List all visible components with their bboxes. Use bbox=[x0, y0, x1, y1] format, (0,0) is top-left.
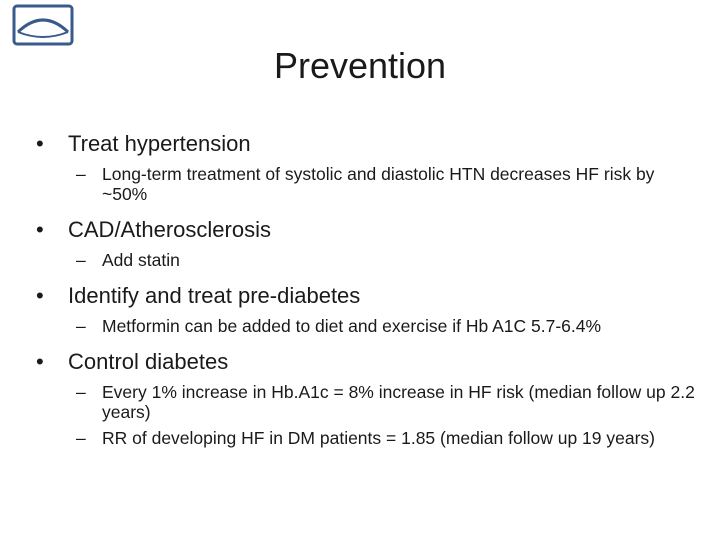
dash-icon: – bbox=[76, 164, 86, 184]
bullet-group bbox=[36, 282, 696, 336]
bullet-text: Control diabetes bbox=[68, 349, 229, 374]
sub-bullet-text: Long-term treatment of systolic and diastolic HTN decreases HF risk by ~50% bbox=[102, 164, 655, 204]
bullet-list bbox=[36, 122, 696, 460]
sub-bullet-text: Metformin can be added to diet and exercise if Hb A1C 5.7-6.4% bbox=[102, 316, 602, 336]
bullet-group bbox=[36, 130, 696, 204]
bullet-text: Identify and treat pre-diabetes bbox=[68, 283, 361, 308]
bullet-item bbox=[36, 130, 696, 158]
bullet-text: CAD/Atherosclerosis bbox=[68, 217, 271, 242]
bullet-icon: • bbox=[36, 217, 44, 242]
dash-icon: – bbox=[76, 316, 86, 336]
dash-icon: – bbox=[76, 428, 86, 448]
logo-icon bbox=[12, 4, 76, 46]
slide-title bbox=[0, 44, 720, 88]
sub-bullet-text: Add statin bbox=[102, 250, 180, 270]
sub-bullet-text: Every 1% increase in Hb.A1c = 8% increase in HF risk (median follow up 2.2 years) bbox=[102, 382, 695, 422]
bullet-group bbox=[36, 348, 696, 448]
sub-bullet-item bbox=[36, 164, 696, 204]
bullet-text: Treat hypertension bbox=[68, 131, 251, 156]
bullet-icon: • bbox=[36, 349, 44, 374]
dash-icon: – bbox=[76, 250, 86, 270]
sub-bullet-item bbox=[36, 250, 696, 270]
sub-bullet-item bbox=[36, 428, 696, 448]
bullet-group bbox=[36, 216, 696, 270]
sub-bullet-item bbox=[36, 382, 696, 422]
sub-bullet-text: RR of developing HF in DM patients = 1.85 (median follow up 19 years) bbox=[102, 428, 655, 448]
bullet-icon: • bbox=[36, 283, 44, 308]
bullet-icon: • bbox=[36, 131, 44, 156]
dash-icon: – bbox=[76, 382, 86, 402]
bullet-item bbox=[36, 348, 696, 376]
slide-title-text: Prevention bbox=[273, 45, 447, 86]
sub-bullet-item bbox=[36, 316, 696, 336]
bullet-item bbox=[36, 282, 696, 310]
bullet-item bbox=[36, 216, 696, 244]
